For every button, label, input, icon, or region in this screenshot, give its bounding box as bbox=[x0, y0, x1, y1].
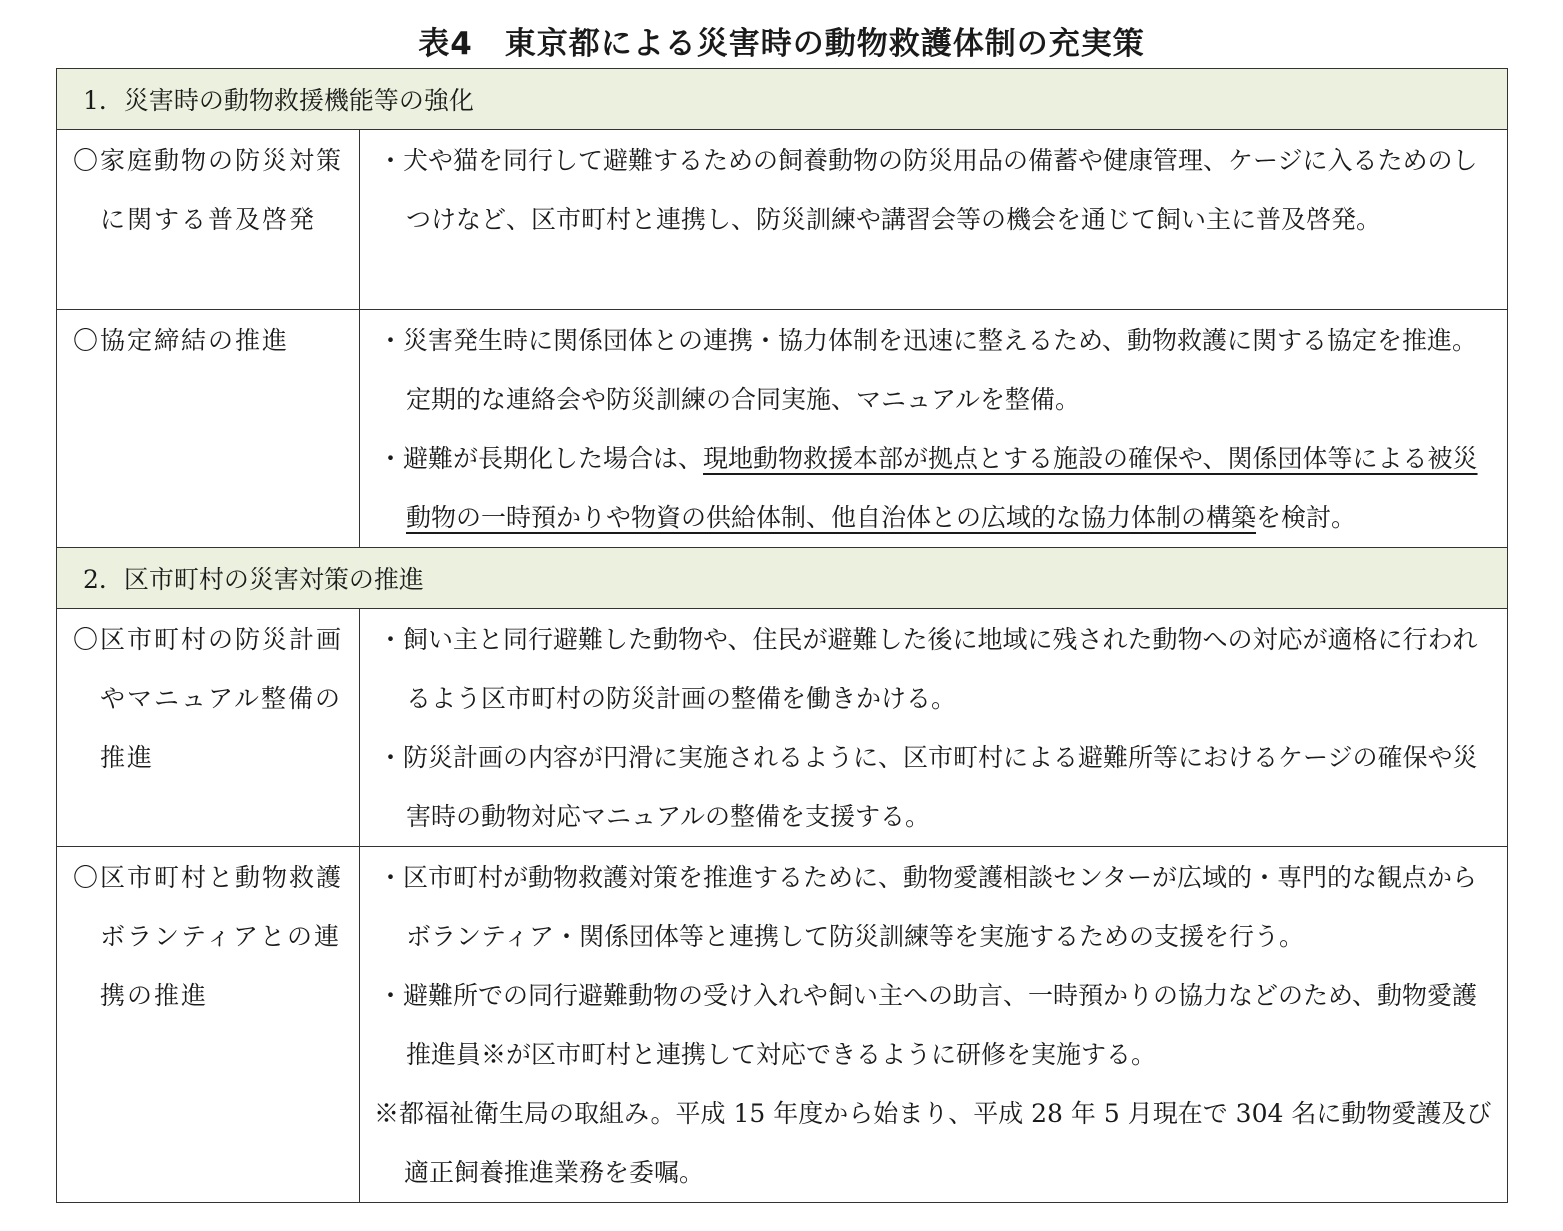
bullet-item: ・避難所での同行避難動物の受け入れや飼い主への助言、一時預かりの協力などのため、動物愛護推進員※が区市町村と連携して対応できるように研修を実施する。 bbox=[378, 981, 1478, 1069]
bullet-item: ・災害発生時に関係団体との連携・協力体制を迅速に整えるため、動物救護に関する協定を推進。定期的な連絡会や防災訓練の合同実施、マニュアルを整備。 bbox=[378, 326, 1478, 414]
bullet-item: ・犬や猫を同行して避難するための飼養動物の防災用品の備蓄や健康管理、ケージに入るためのしつけなど、区市町村と連携し、防災訓練や講習会等の機会を通じて飼い主に普及啓発。 bbox=[378, 146, 1478, 234]
table-row bbox=[57, 310, 1508, 548]
table-row bbox=[57, 130, 1508, 310]
row-label: 〇協定締結の推進 bbox=[73, 326, 290, 355]
row-label: 〇家庭動物の防災対策に関する普及啓発 bbox=[73, 146, 344, 234]
row-label: 〇区市町村の防災計画やマニュアル整備の推進 bbox=[73, 625, 344, 772]
section-header-row bbox=[57, 548, 1508, 609]
item-text-underlined: 現地動物救援本部が拠点とする施設の確保や、関係団体等による被災動物の一時預かりや物資の供給体制、他自治体との広域的な協力体制の構築 bbox=[406, 444, 1478, 532]
bullet-item-underlined bbox=[378, 429, 1493, 547]
table-row bbox=[57, 847, 1508, 1203]
table-title: 表4 東京都による災害時の動物救護体制の充実策 bbox=[418, 26, 1145, 62]
bullet-item: ・区市町村が動物救護対策を推進するために、動物愛護相談センターが広域的・専門的な観点からボランティア・関係団体等と連携して防災訓練等を実施するための支援を行う。 bbox=[378, 863, 1478, 951]
footnote: ※都福祉衛生局の取組み。平成 15 年度から始まり、平成 28 年 5 月現在で 304 名に動物愛護及び適正飼養推進業務を委嘱。 bbox=[374, 1099, 1492, 1187]
bullet-item: ・防災計画の内容が円滑に実施されるように、区市町村による避難所等におけるケージの確保や災害時の動物対応マニュアルの整備を支援する。 bbox=[378, 743, 1478, 831]
table-row bbox=[57, 609, 1508, 847]
bullet-item: ・飼い主と同行避難した動物や、住民が避難した後に地域に残された動物への対応が適格に行われるよう区市町村の防災計画の整備を働きかける。 bbox=[378, 625, 1478, 713]
section-header-row bbox=[57, 69, 1508, 130]
item-text-pre: ・避難が長期化した場合は、 bbox=[378, 444, 704, 473]
row-label: 〇区市町村と動物救護ボランティアとの連携の推進 bbox=[73, 863, 344, 1010]
section-heading: 1．災害時の動物救援機能等の強化 bbox=[57, 69, 1508, 130]
measures-table bbox=[56, 68, 1508, 1203]
item-text-post: を検討。 bbox=[1256, 503, 1357, 532]
section-heading: 2．区市町村の災害対策の推進 bbox=[57, 548, 1508, 609]
